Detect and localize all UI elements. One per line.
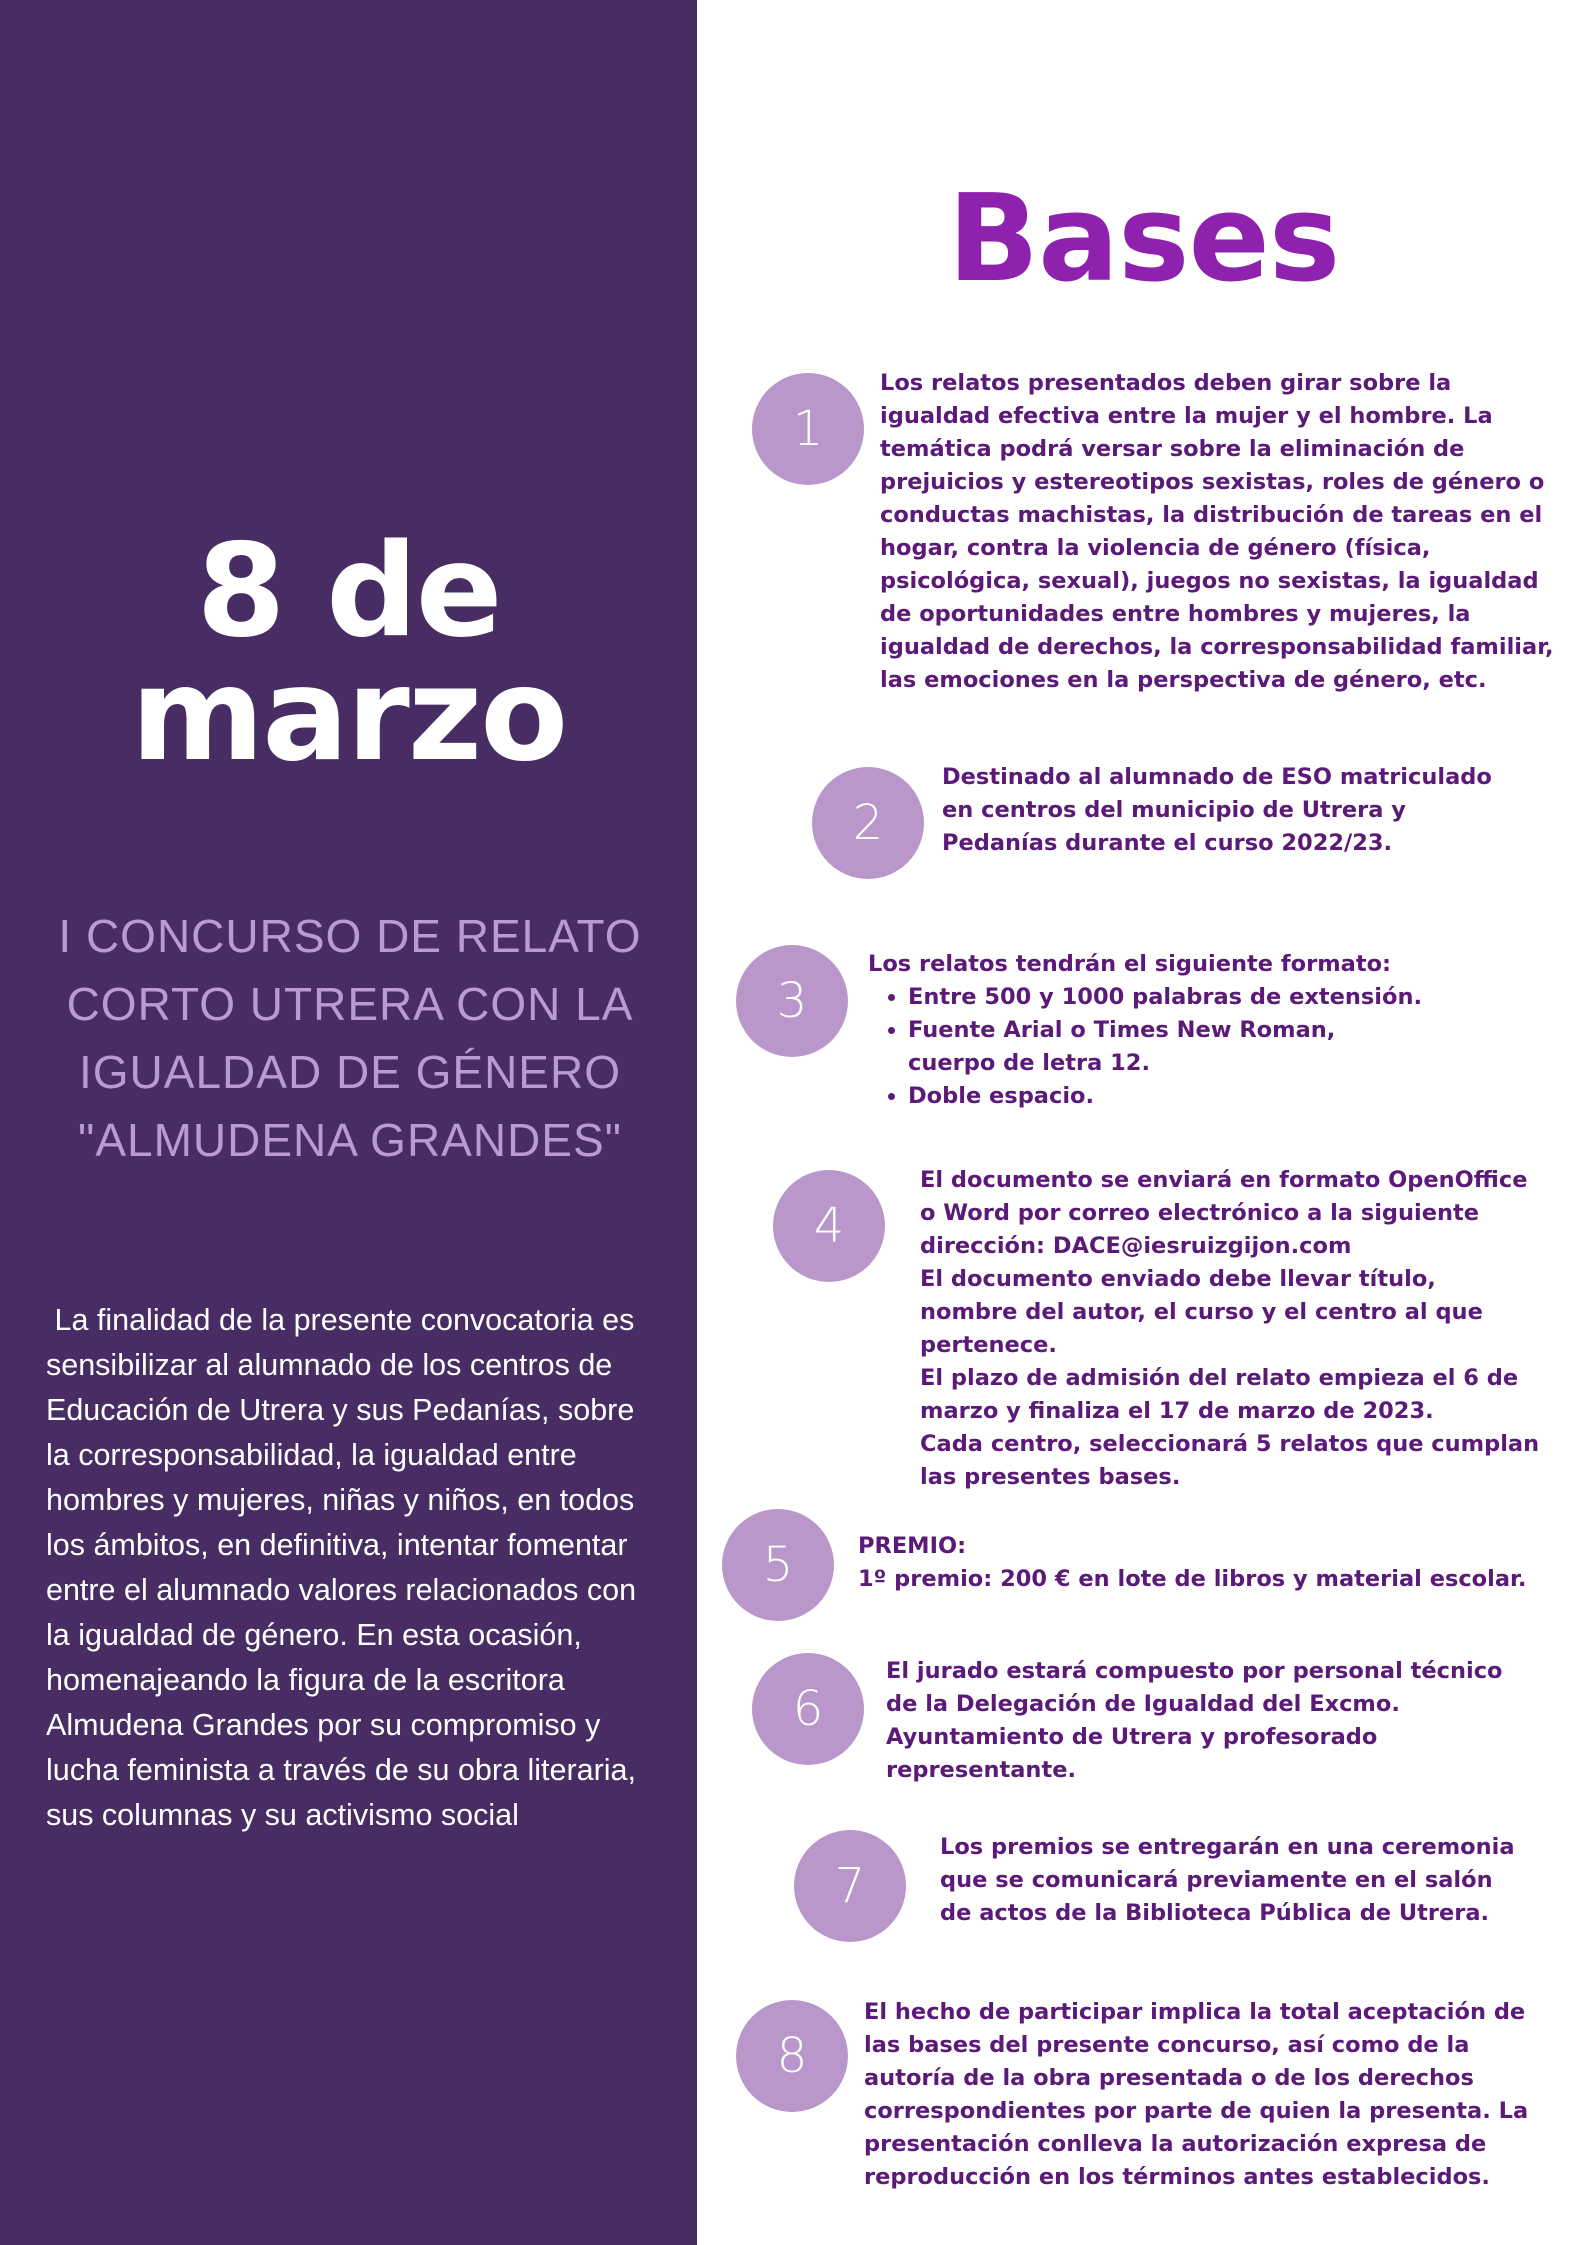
base-paragraph: Cada centro, seleccionará 5 relatos que cumplan las presentes bases.: [920, 1431, 1540, 1490]
base-item-3: [868, 948, 1508, 1113]
base-paragraph: El documento se enviará en formato OpenOffice o Word por correo electrónico a la siguiente dirección: DACE@iesruizgijon.com: [920, 1167, 1528, 1259]
base-paragraph: El plazo de admisión del relato empieza el 6 de marzo y finaliza el 17 de marzo de 2023.: [920, 1365, 1519, 1424]
contest-name: [30, 902, 670, 1174]
base-item-7: [940, 1831, 1520, 1930]
base-number-1: 1: [752, 373, 864, 485]
base-number-5: 5: [722, 1509, 834, 1621]
contest-name-line: "ALMUDENA GRANDES": [78, 1114, 622, 1166]
event-title: [0, 517, 697, 790]
base-paragraph: Los premios se entregarán en una ceremonia que se comunicará previamente en el salón de actos de la Biblioteca Pública de Utrera.: [940, 1834, 1515, 1926]
format-list-item: • Entre 500 y 1000 palabras de extensión.: [908, 981, 1508, 1014]
contest-name-line: CORTO UTRERA CON LA: [66, 978, 634, 1030]
base-paragraph: El documento enviado debe llevar título, nombre del autor, el curso y el centro al que pertenece.: [920, 1266, 1483, 1358]
format-list-item: • Doble espacio.: [908, 1080, 1508, 1113]
base-number-2: 2: [812, 767, 924, 879]
base-number-8: 8: [736, 2000, 848, 2112]
base-paragraph: Los relatos tendrán el siguiente formato:: [868, 951, 1392, 977]
base-number-7: 7: [794, 1830, 906, 1942]
base-paragraph: 1º premio: 200 € en lote de libros y material escolar.: [858, 1566, 1527, 1592]
base-paragraph: El hecho de participar implica la total aceptación de las bases del presente concurso, así como de la autoría de la obra presentada o de los derechos correspondientes por parte de quien la presenta. La presentación conlleva la autorización expresa de reproducción en los términos antes establecidos.: [864, 1999, 1529, 2190]
base-item-6: [886, 1655, 1516, 1787]
base-item-2: [942, 761, 1502, 860]
contest-description: La finalidad de la presente convocatoria es sensibilizar al alumnado de los centros de Educación de Utrera y sus Pedanías, sobre la corresponsabilidad, la igualdad entre hombres y mujeres, niñas y niños, en todos los ámbitos, en definitiva, intentar fomentar entre el alumnado valores relacionados con la igualdad de género. En esta ocasión, homenajeando la figura de la escritora Almudena Grandes por su compromiso y lucha feminista a través de su obra literaria, sus columnas y su activismo social: [46, 1303, 645, 1832]
base-paragraph: PREMIO:: [858, 1533, 967, 1559]
event-title-line-1: 8 de: [196, 517, 501, 666]
base-item-1: [880, 367, 1560, 697]
format-list: [868, 981, 1508, 1113]
base-item-5: [858, 1530, 1578, 1596]
bases-heading: Bases: [947, 170, 1340, 309]
base-number-6: 6: [752, 1653, 864, 1765]
left-panel: [0, 0, 697, 2245]
base-paragraph: El jurado estará compuesto por personal técnico de la Delegación de Igualdad del Excmo. Ayuntamiento de Utrera y profesorado representante.: [886, 1658, 1503, 1783]
contest-name-line: I CONCURSO DE RELATO: [58, 910, 642, 962]
base-item-8: [864, 1996, 1554, 2194]
contest-name-line: IGUALDAD DE GÉNERO: [79, 1046, 621, 1098]
base-paragraph: Destinado al alumnado de ESO matriculado en centros del municipio de Utrera y Pedanías durante el curso 2022/23.: [942, 764, 1492, 856]
event-title-line-2: marzo: [130, 641, 567, 790]
format-list-item: • Fuente Arial o Times New Roman, cuerpo de letra 12.: [908, 1014, 1428, 1080]
base-number-4: 4: [773, 1170, 885, 1282]
base-item-4: [920, 1164, 1540, 1494]
base-paragraph: Los relatos presentados deben girar sobre la igualdad efectiva entre la mujer y el hombre. La temática podrá versar sobre la eliminación de prejuicios y estereotipos sexistas, roles de género o conductas machistas, la distribución de tareas en el hogar, contra la violencia de género (física, psicológica, sexual), juegos no sexistas, la igualdad de oportunidades entre hombres y mujeres, la igualdad de derechos, la corresponsabilidad familiar, las emociones en la perspectiva de género, etc.: [880, 370, 1554, 693]
base-number-3: 3: [736, 945, 848, 1057]
